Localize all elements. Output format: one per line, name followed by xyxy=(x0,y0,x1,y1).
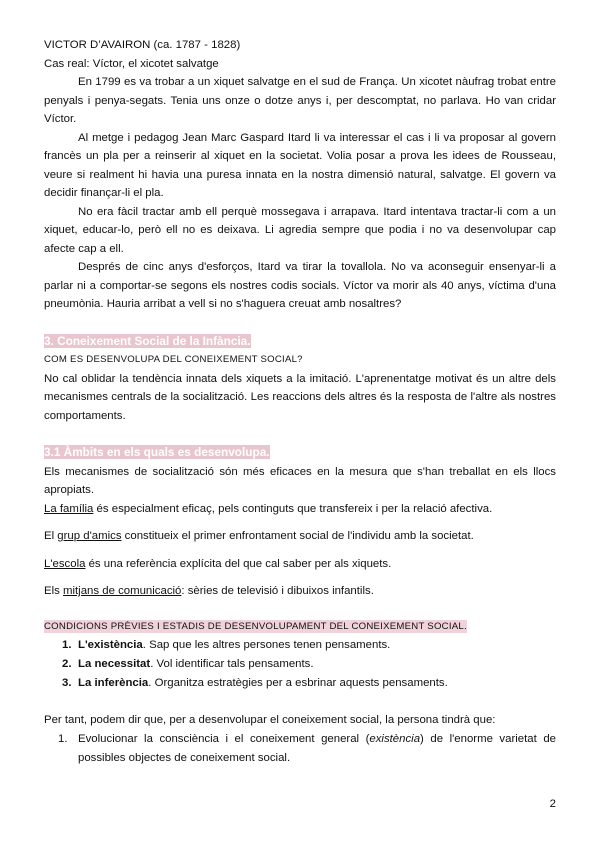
mitjans-term: mitjans de comunicació xyxy=(63,585,182,597)
amics-line: El grup d'amics constitueix el primer enfrontament social de l'individu amb la societat. xyxy=(44,530,474,542)
section-3-heading-line xyxy=(44,332,556,352)
conclusion-list xyxy=(44,730,556,768)
amics-term: grup d'amics xyxy=(57,530,122,542)
bio-paragraph: Després de cinc anys d'esforços, Itard va tirar la tovallola. No va aconseguir ensenyar-li a parlar ni a comportar-se segons els nostres codis socials. Víctor va morir als 40 anys, víctima d'una pneumònia. Hauria arribat a vell si no s'haguera creuat amb nosaltres? xyxy=(44,261,556,310)
bio-paragraph: No era fàcil tractar amb ell perquè mossegava i arrapava. Itard intentava tractar-li com a un xiquet, educar-lo, però ell no es deixava. Li agredia sempre que podia i no va desenvolupar cap afecte cap a ell. xyxy=(44,205,556,255)
existencia-term: existència xyxy=(369,732,421,745)
section-3-subtitle: COM ES DESENVOLUPA DEL CONEIXEMENT SOCIAL? xyxy=(44,354,303,365)
familia-term: La família xyxy=(44,502,94,515)
section-3-paragraph: No cal oblidar la tendència innata dels xiquets a la imitació. L'aprenentatge motivat és un altre dels mecanismes centrals de la socialització. Les reaccions dels altres és la resposta de l'altre als nostres comportaments. xyxy=(44,372,556,422)
escola-line: L'escola és una referència explícita del que cal saber per als xiquets. xyxy=(44,557,392,570)
mitjans-line: Els mitjans de comunicació: sèries de televisió i dibuixos infantils. xyxy=(44,585,374,597)
escola-term: L'escola xyxy=(44,557,86,570)
section-3-title: 3. Coneixement Social de la Infància. xyxy=(44,333,251,348)
conclusion-intro: Per tant, podem dir que, per a desenvolupar el coneixement social, la persona tindrà que: xyxy=(44,714,496,726)
section-3-1-title: 3.1 Àmbits en els quals es desenvolupa. xyxy=(44,445,270,459)
list-item: 2. La necessitat. Vol identificar tals pensaments. xyxy=(62,658,314,670)
list-item: 1. Evolucionar la consciència i el coneixement general (existència) de l'enorme varietat de possibles objectes de coneixement social. xyxy=(58,732,556,764)
conditions-list xyxy=(44,636,556,693)
bio-paragraph: En 1799 es va trobar a un xiquet salvatge en el sud de França. Un xicotet nàufrag trobat entre penyals i penya-segats. Tenia uns onze o dotze anys i, per descomptat, no parlava. Ho van cridar Víctor. xyxy=(44,76,556,125)
section-3-1-heading-line xyxy=(44,443,556,463)
bio-heading: VICTOR D’AVAIRON (ca. 1787 - 1828) xyxy=(44,39,241,51)
condition-term: L'existència xyxy=(78,639,143,651)
bio-paragraph: Al metge i pedagog Jean Marc Gaspard Itard li va interessar el cas i li va proposar al govern francès un pla per a reinserir al xiquet en la societat. Volia posar a prova les idees de Rousseau, veure si realment hi havia una puresa innata en la nostra dimensió natural, salvatge. El govern va decidir finançar-li el pla. xyxy=(44,131,556,199)
list-item: 3. La inferència. Organitza estratègies per a esbrinar aquests pensaments. xyxy=(62,677,448,689)
conditions-heading-line xyxy=(44,617,556,637)
bio-subheading: Cas real: Víctor, el xicotet salvatge xyxy=(44,57,219,70)
page-number: 2 xyxy=(549,798,556,810)
document-page xyxy=(44,36,556,768)
conditions-heading: CONDICIONS PRÈVIES I ESTADIS DE DESENVOLUPAMENT DEL CONEIXEMENT SOCIAL. xyxy=(44,620,467,632)
familia-line: La família és especialment eficaç, pels continguts que transfereix i per la relació afectiva. xyxy=(44,502,493,515)
condition-term: La necessitat xyxy=(78,658,151,670)
list-item: 1. L'existència. Sap que les altres persones tenen pensaments. xyxy=(62,639,391,651)
condition-term: La inferència xyxy=(78,677,149,689)
section-3-1-intro: Els mecanismes de socialització són més eficaces en la mesura que s'han treballat en els llocs apropiats. xyxy=(44,465,556,496)
